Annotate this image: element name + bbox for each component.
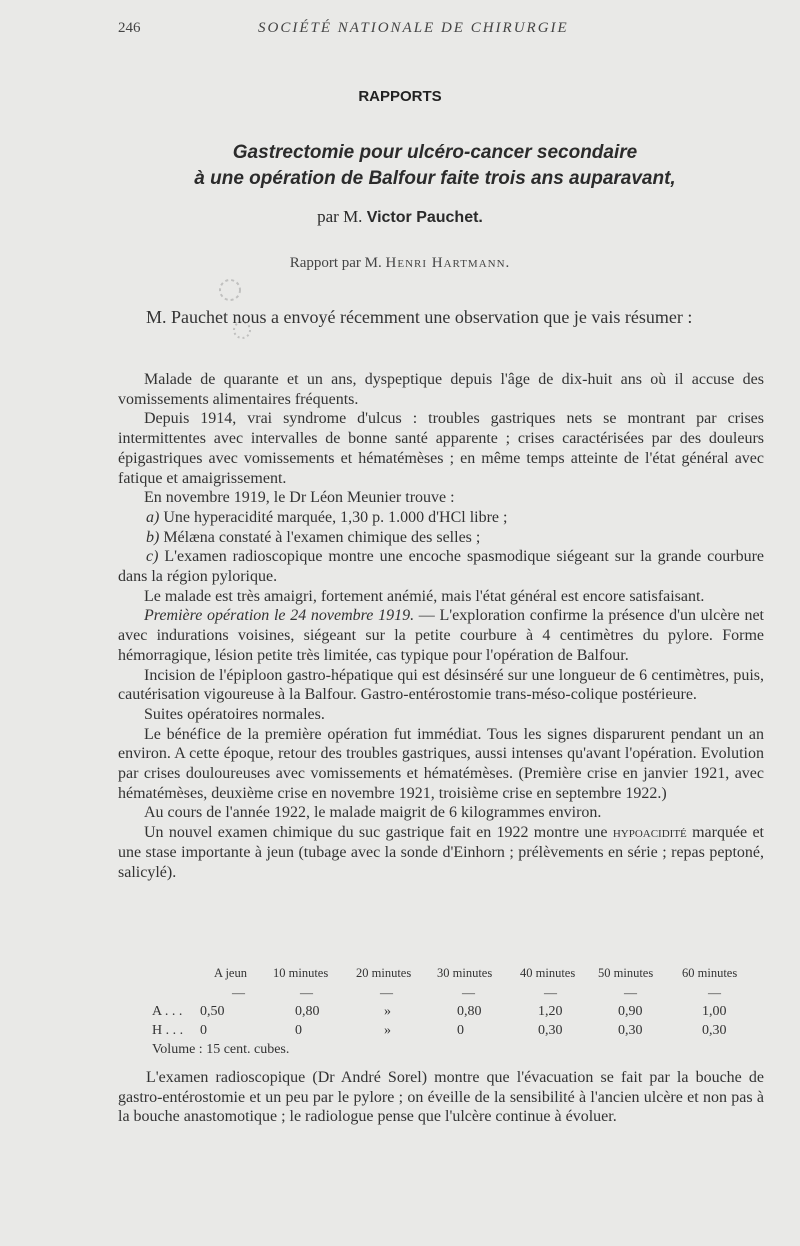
table-header-row [152,966,772,985]
running-header [0,18,800,44]
table-cell: » [384,1004,391,1019]
closing-text: L'examen radioscopique (Dr André Sorel) montre que l'évacuation se fait par la bouche de gastro-entérostomie et un peu par le pylore ; on éveille de la sensibilité à l'ancien ulcère et non pas à la bouche anastomotique ; le radiologue pense que l'ulcère continue à évoluer. [118,1069,764,1126]
column-dash: — [300,985,313,1000]
page-number: 246 [118,20,141,36]
first-operation-date: Première opération le 24 novembre 1919. [144,607,415,625]
paragraph-exam-intro: En novembre 1919, le Dr Léon Meunier trouve : [144,489,455,507]
author-line [0,207,800,227]
row-label: A . . . [152,1004,183,1019]
table-cell: 0 [457,1023,464,1038]
column-header: 50 minutes [598,966,654,980]
paragraph-state: Le malade est très amaigri, fortement anémié, mais l'état général est encore satisfaisant. [144,587,705,605]
finding-b-text: Mélæna constaté à l'examen chimique des selles ; [163,528,481,546]
row-label: H . . . [152,1023,184,1038]
table-dash-row [152,985,772,1004]
table-cell: 1,20 [538,1004,563,1019]
finding-c [118,547,764,586]
title-line-1: Gastrectomie pour ulcéro-cancer secondaire [232,142,638,163]
intro-text: M. Pauchet nous a envoyé récemment une observation que je vais résumer : [146,307,693,327]
table-cell: » [384,1023,391,1038]
table-cell: 0,30 [702,1023,727,1038]
paragraph-postop: Suites opératoires normales. [144,705,325,723]
column-header: 40 minutes [520,966,576,980]
paragraph-syndrome: Depuis 1914, vrai syndrome d'ulcus : troubles gastriques nets se montrant par crises intermittentes avec intervalles de bonne santé apparente ; crises caractérisées par des douleurs épigastriques avec vomissements et hématémèses ; en même temps atteinte de l'état général avec fatique et amaigrissement. [118,410,764,487]
reporter-prefix: Rapport par M. [289,255,382,271]
table-cell: 0,80 [457,1004,482,1019]
journal-title: SOCIÉTÉ NATIONALE DE CHIRURGIE [258,20,569,36]
table-cell: 0 [200,1023,207,1038]
case-report-body [118,370,764,882]
table-cell: 0,30 [538,1023,563,1038]
article-title [110,140,760,192]
column-header: A jeun [214,966,247,980]
finding-b-label: b) [146,528,160,546]
author-name: Victor Pauchet. [366,209,483,226]
column-dash: — [544,985,557,1000]
intro-paragraph [118,305,762,329]
table-cell: 0,90 [618,1004,643,1019]
table-cell: 0,30 [618,1023,643,1038]
gastric-acidity-table [152,966,772,1061]
column-dash: — [462,985,475,1000]
paragraph-weight-loss: Au cours de l'année 1922, le malade maigrit de 6 kilogrammes environ. [144,804,602,822]
table-cell: 0,50 [200,1004,225,1019]
table-cell: 0,80 [295,1004,320,1019]
paragraph-chemical-exam [118,823,764,882]
chemical-exam-text-b: marquée et une stase importante à jeun (tubage avec la sonde d'Einhorn ; prélèvements en série ; repas peptoné, salicylé). [118,824,765,881]
first-operation-text: — L'exploration confirme la présence d'un ulcère net avec indurations voisines, siégeant sur la petite courbure à 4 centimètres du pylore. Forme hémorragique, lésion petite très limitée, cas typique pour l'opération de Balfour. [118,607,764,664]
column-dash: — [708,985,721,1000]
reporter-line [0,255,800,272]
finding-a [118,508,764,528]
column-dash: — [232,985,245,1000]
author-prefix: par M. [317,207,363,226]
hypoacidity-term: hypoacidité [612,824,687,842]
column-header: 20 minutes [356,966,412,980]
finding-a-text: Une hyperacidité marquée, 1,30 p. 1.000 d'HCl libre ; [163,508,508,526]
finding-a-label: a) [146,508,160,526]
title-line-2: à une opération de Balfour faite trois ans auparavant, [194,168,676,189]
column-dash: — [380,985,393,1000]
column-header: 10 minutes [273,966,329,980]
paragraph-history: Malade de quarante et un ans, dyspeptique depuis l'âge de dix-huit ans où il accuse des vomissements alimentaires fréquents. [118,371,764,408]
table-cell: 0 [295,1023,302,1038]
paragraph-recurrence: Le bénéfice de la première opération fut immédiat. Tous les signes disparurent pendant un an environ. A cette époque, retour des troubles gastriques, aussi intenses qu'avant l'opération. Evolution par crises douloureuses avec vomissements et hématémèses. (Première crise en janvier 1921, avec hématémèses, deuxième crise en novembre 1921, troisième crise en septembre 1922.) [118,725,764,802]
chemical-exam-text-a: Un nouvel examen chimique du suc gastrique fait en 1922 montre une [144,824,613,842]
section-heading: RAPPORTS [358,88,442,105]
finding-c-label: c) [146,548,159,566]
column-dash: — [624,985,637,1000]
table-volume-row [152,1042,772,1061]
reporter-name: Henri Hartmann. [385,255,511,271]
closing-paragraph [118,1068,764,1127]
table-row [152,1004,772,1023]
paragraph-first-operation [118,606,764,665]
finding-c-text: L'examen radioscopique montre une encoche spasmodique siégeant sur la grande courbure dans la région pylorique. [118,548,764,586]
paragraph-incision: Incision de l'épiploon gastro-hépatique qui est désinséré sur une longueur de 6 centimètres, puis, cautérisation vigoureuse à la Balfour. Gastro-entérostomie trans-méso-colique postérieure. [118,666,764,704]
finding-b [118,528,764,548]
table-row [152,1023,772,1042]
column-header: 30 minutes [437,966,493,980]
column-header: 60 minutes [682,966,738,980]
volume-note: Volume : 15 cent. cubes. [152,1042,290,1057]
table-cell: 1,00 [702,1004,727,1019]
